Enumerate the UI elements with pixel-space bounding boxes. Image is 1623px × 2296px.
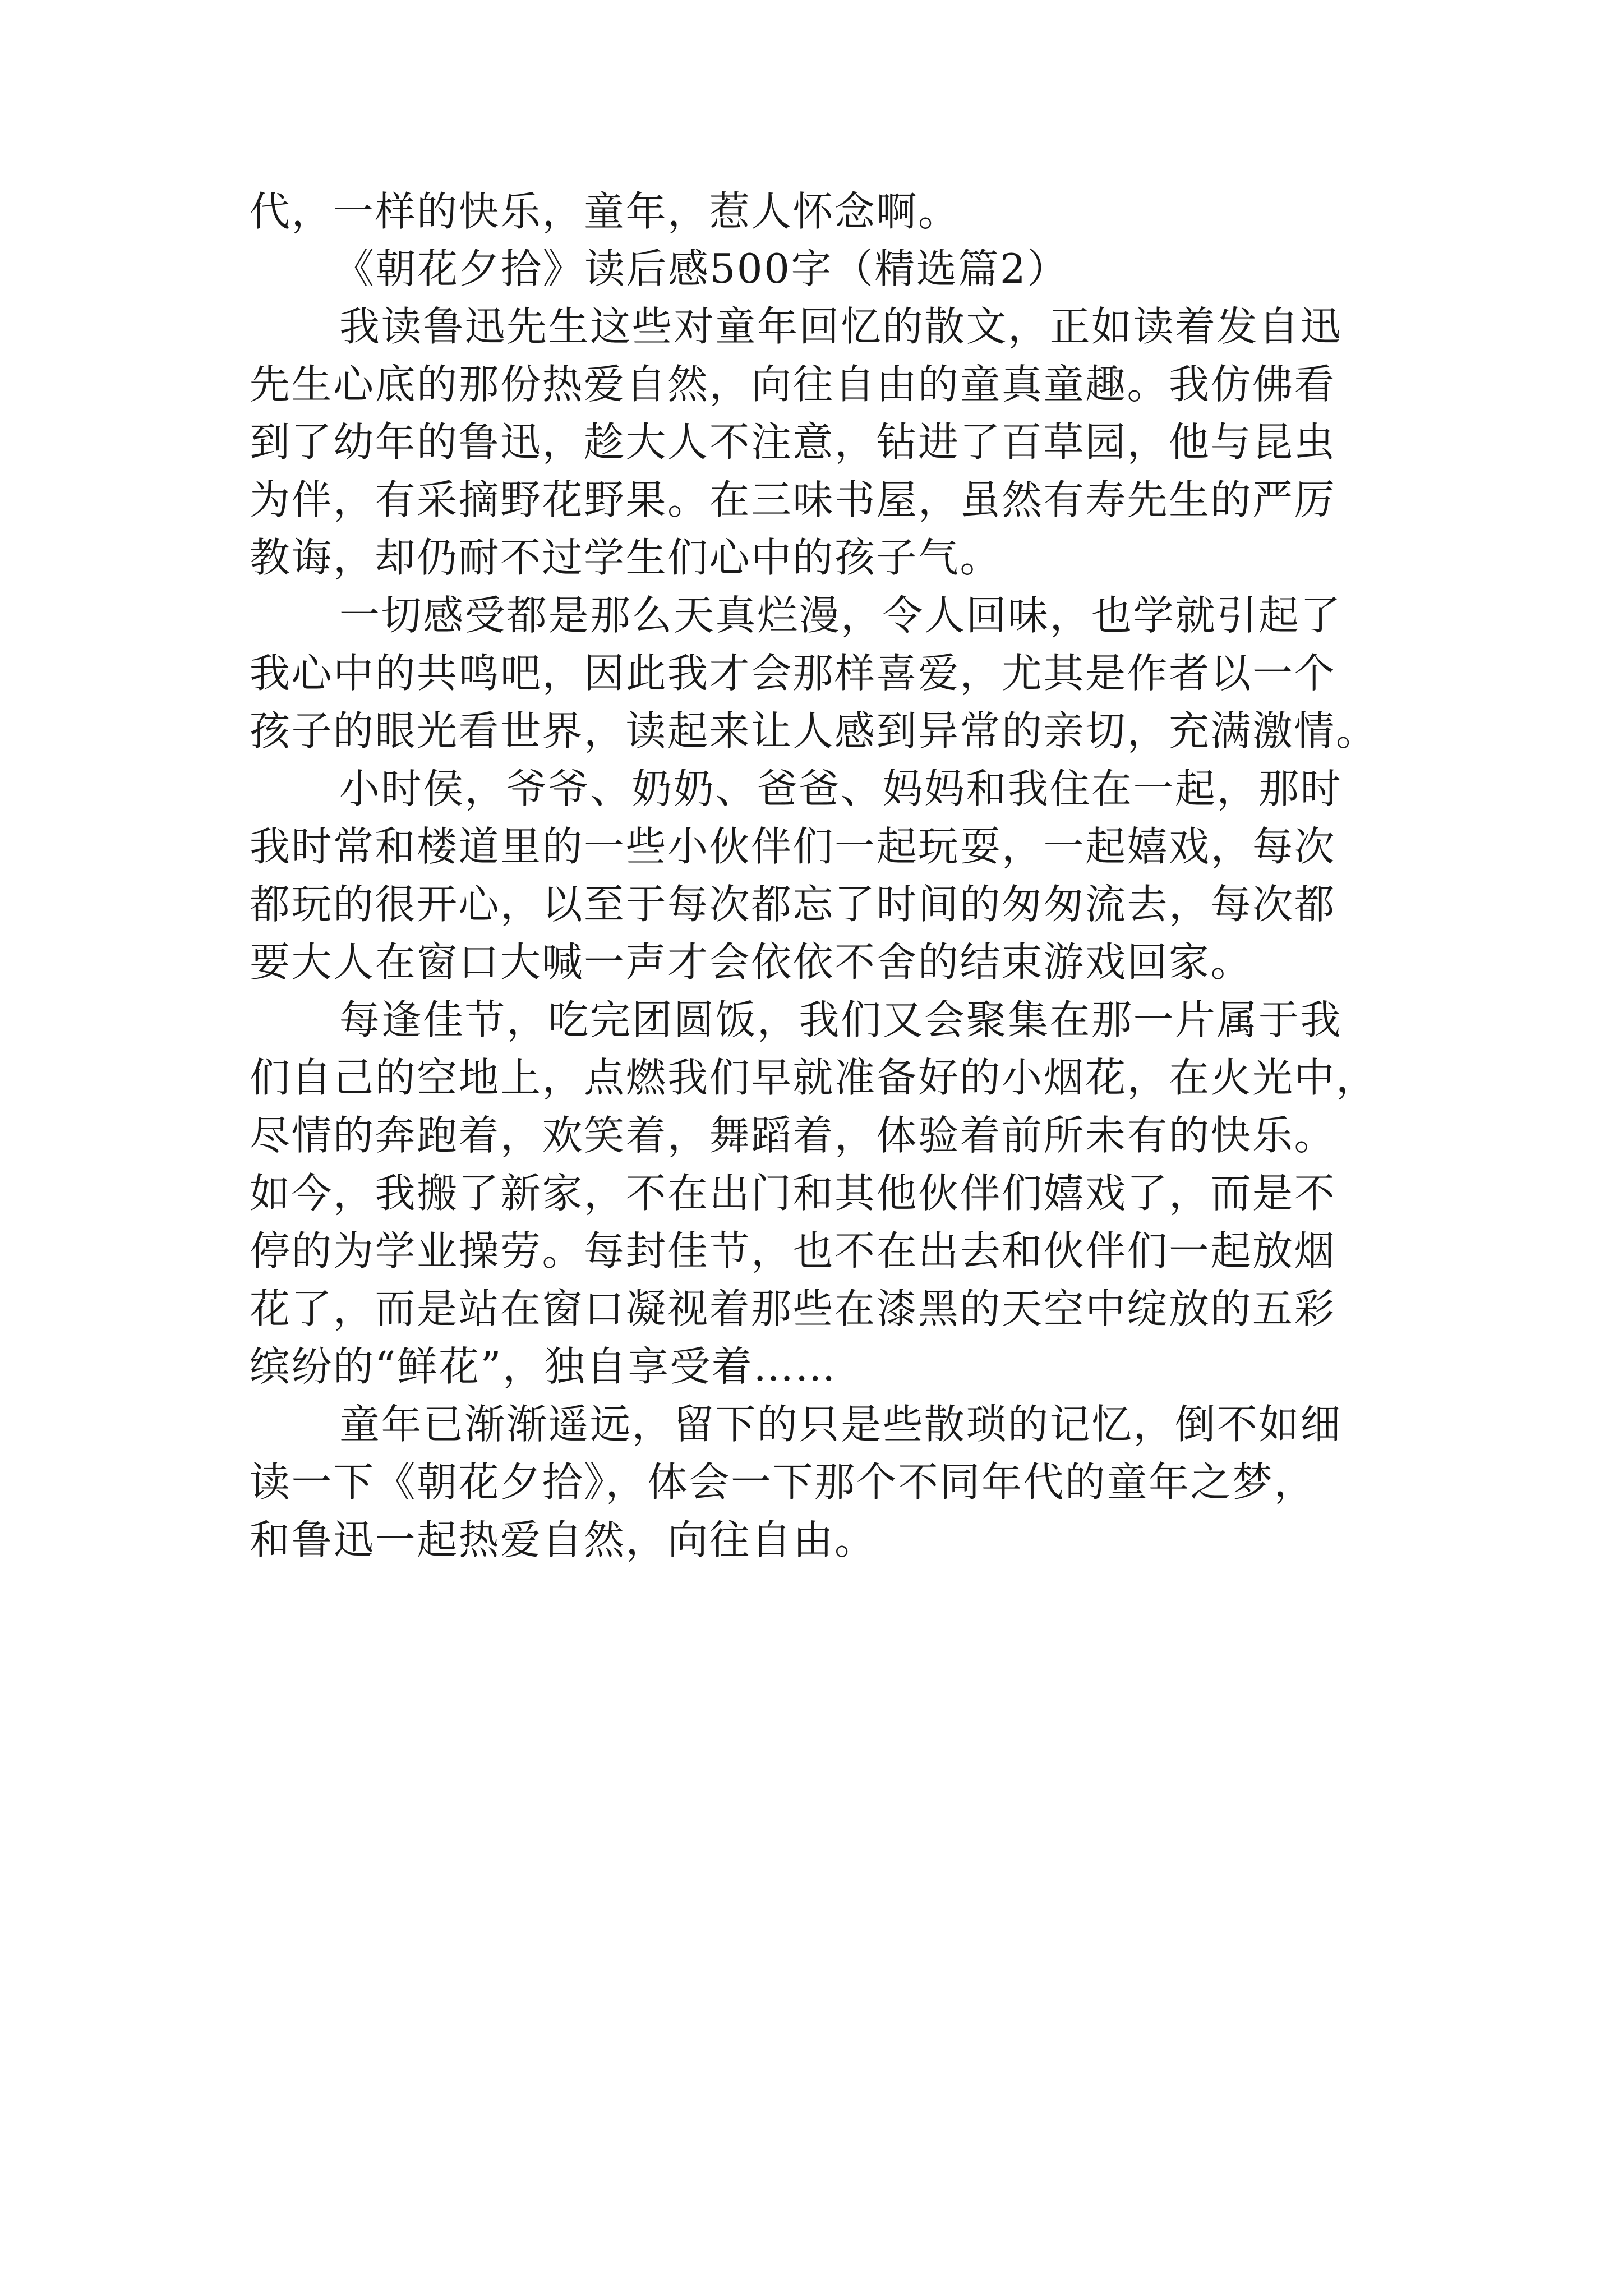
text-line: 读一下《朝花夕拾》，体会一下那个不同年代的童年之梦， <box>250 1458 1316 1506</box>
text-line: 尽情的奔跑着，欢笑着，舞蹈着，体验着前所未有的快乐。 <box>250 1112 1336 1159</box>
text-line: 孩子的眼光看世界，读起来让人感到异常的亲切，充满激情。 <box>250 707 1378 754</box>
text-line: 代，一样的快乐，童年，惹人怀念啊。 <box>250 188 960 235</box>
text-line: 我心中的共鸣吧，因此我才会那样喜爱，尤其是作者以一个 <box>250 650 1336 697</box>
text-line: 都玩的很开心，以至于每次都忘了时间的匆匆流去，每次都 <box>250 881 1336 928</box>
text-line: 要大人在窗口大喊一声才会依依不舍的结束游戏回家。 <box>250 938 1253 986</box>
text-line: 为伴，有采摘野花野果。在三味书屋，虽然有寿先生的严厉 <box>250 476 1336 523</box>
text-line: 缤纷的“鲜花”，独自享受着…… <box>250 1343 837 1390</box>
text-line: 教诲，却仍耐不过学生们心中的孩子气。 <box>250 534 1002 581</box>
text-line: 和鲁迅一起热爱自然，向往自由。 <box>250 1516 877 1563</box>
text-line: 如今，我搬了新家，不在出门和其他伙伴们嬉戏了，而是不 <box>250 1170 1336 1217</box>
text-line: 每逢佳节，吃完团圆饭，我们又会聚集在那一片属于我 <box>339 996 1343 1043</box>
text-line: 们自己的空地上，点燃我们早就准备好的小烟花，在火光中， <box>250 1054 1378 1101</box>
text-line: 到了幼年的鲁迅，趁大人不注意，钻进了百草园，他与昆虫 <box>250 418 1336 466</box>
text-line: 先生心底的那份热爱自然，向往自由的童真童趣。我仿佛看 <box>250 361 1336 408</box>
text-line: 一切感受都是那么天真烂漫，令人回味，也学就引起了 <box>339 592 1343 639</box>
text-line: 停的为学业操劳。每封佳节，也不在出去和伙伴们一起放烟 <box>250 1227 1336 1274</box>
section-heading: 《朝花夕拾》读后感500字（精选篇2） <box>334 245 1069 292</box>
text-line: 我读鲁迅先生这些对童年回忆的散文，正如读着发自迅 <box>339 303 1343 350</box>
text-line: 童年已渐渐遥远，留下的只是些散琐的记忆，倒不如细 <box>339 1401 1343 1448</box>
text-line: 小时侯，爷爷、奶奶、爸爸、妈妈和我住在一起，那时 <box>339 765 1343 812</box>
text-line: 我时常和楼道里的一些小伙伴们一起玩耍，一起嬉戏，每次 <box>250 823 1336 870</box>
text-line: 花了，而是站在窗口凝视着那些在漆黑的天空中绽放的五彩 <box>250 1285 1336 1332</box>
